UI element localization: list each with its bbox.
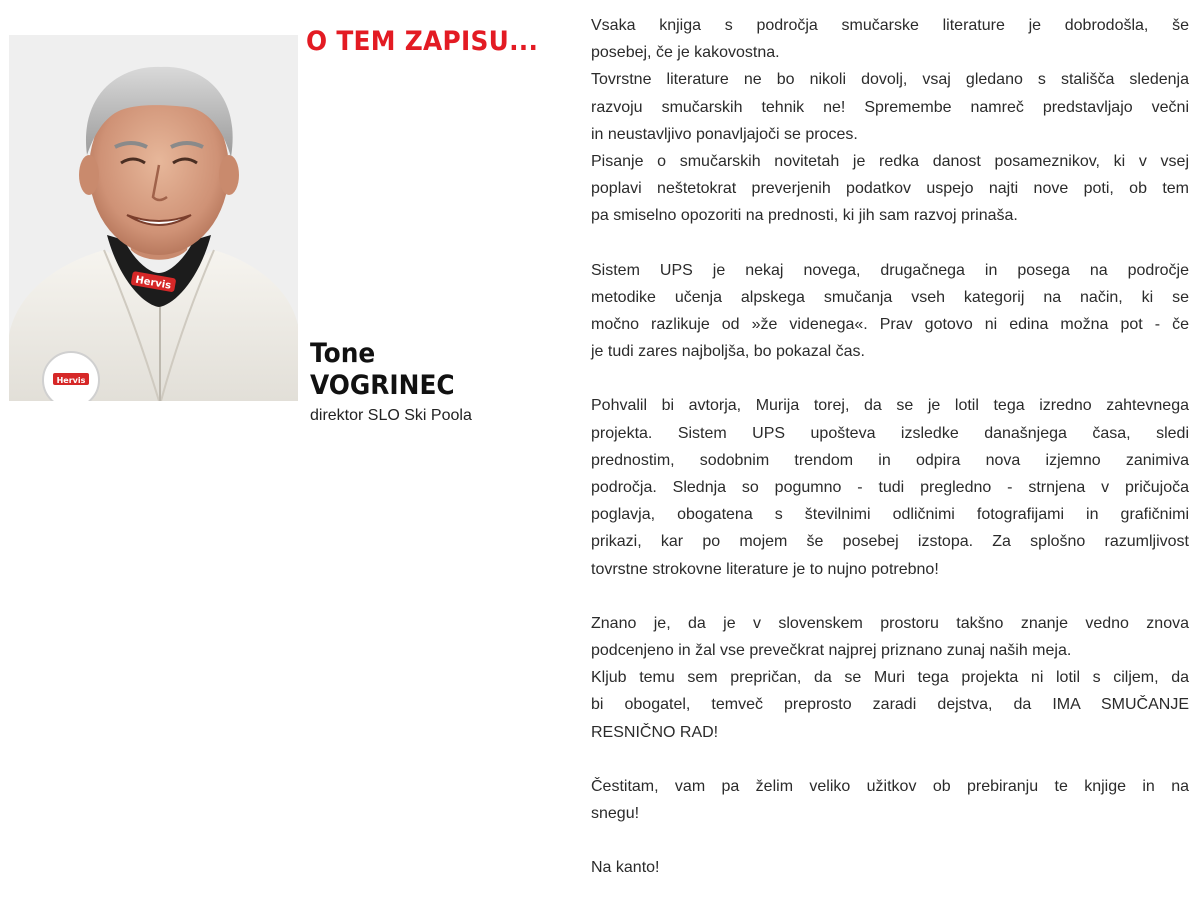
author-block [310, 338, 472, 425]
text-line: prikazi, kar po mojem še posebej izstopa. Za splošno razumljivost [591, 533, 1189, 551]
text-line: Pisanje o smučarskih novitetah je redka danost posameznikov, ki v vsej [591, 153, 1189, 171]
text-line: razvoju smučarskih tehnik ne! Spremembe namreč predstavljajo večni [591, 98, 1189, 116]
paragraph-6 [591, 854, 1189, 881]
text-line: poglavja, obogatena s številnimi odličnimi fotografijami in grafičnimi [591, 506, 1189, 524]
text-line: metodike učenja alpskega smučanja vseh kategorij na način, ki se [591, 288, 1189, 306]
text-line: Znano je, da je v slovenskem prostoru takšno znanje vedno znova [591, 614, 1189, 632]
text-line: Čestitam, vam pa želim veliko užitkov ob prebiranju te knjige in na [591, 777, 1189, 795]
text-line: poplavi neštetokrat preverjenih podatkov uspejo najti nove poti, ob tem [591, 180, 1189, 198]
text-line: bi obogatel, temveč preprosto zaradi dejstva, da IMA SMUČANJE [591, 696, 1189, 714]
text-line: prednostim, sodobnim trendom in odpira nova izjemno zanimiva [591, 451, 1189, 469]
paragraph-1 [591, 12, 1189, 230]
text-line: Tovrstne literature ne bo nikoli dovolj, vsaj gledano s stališča sledenja [591, 71, 1189, 89]
text-line: in neustavljivo ponavljajoči se proces. [591, 125, 858, 143]
badge-logo-text: Hervis [56, 376, 86, 385]
text-line: snegu! [591, 805, 640, 823]
text-line: tovrstne strokovne literature je to nujno potrebno! [591, 560, 939, 578]
paragraph-5 [591, 773, 1189, 827]
text-line: pa smiselno opozoriti na prednosti, ki jih sam razvoj prinaša. [591, 207, 1018, 225]
text-line: Sistem UPS je nekaj novega, drugačnega in posega na področje [591, 261, 1189, 279]
text-line: RESNIČNO RAD! [591, 723, 719, 741]
text-line: močno razlikuje od »že videnega«. Prav gotovo ni edina možna pot - če [591, 316, 1189, 334]
body-text [591, 12, 1189, 881]
author-photo [9, 35, 298, 401]
paragraph-3 [591, 392, 1189, 582]
page-heading: O TEM ZAPISU... [306, 26, 539, 57]
text-line: podcenjeno in žal vse prevečkrat najprej priznano zunaj naših meja. [591, 642, 1072, 660]
paragraph-2 [591, 257, 1189, 366]
collar-logo-text: Hervis [134, 274, 172, 292]
author-last-name: VOGRINEC [310, 370, 455, 401]
text-line: posebej, če je kakovostna. [591, 44, 780, 62]
author-first-name: Tone [310, 338, 376, 369]
text-line: Vsaka knjiga s področja smučarske literature je dobrodošla, še [591, 17, 1189, 34]
paragraph-4 [591, 610, 1189, 746]
text-line: je tudi zares najboljša, bo pokazal čas. [591, 343, 865, 361]
text-line: Pohvalil bi avtorja, Murija torej, da se je lotil tega izredno zahtevnega [591, 397, 1189, 415]
text-line: Na kanto! [591, 859, 660, 877]
text-line: Kljub temu sem prepričan, da se Muri tega projekta ni lotil s ciljem, da [591, 669, 1189, 687]
text-line: področja. Slednja so pogumno - tudi pregledno - strnjena v pričujoča [591, 479, 1189, 497]
text-line: projekta. Sistem UPS upošteva izsledke današnjega časa, sledi [591, 424, 1189, 442]
author-role: direktor SLO Ski Poola [310, 407, 472, 424]
